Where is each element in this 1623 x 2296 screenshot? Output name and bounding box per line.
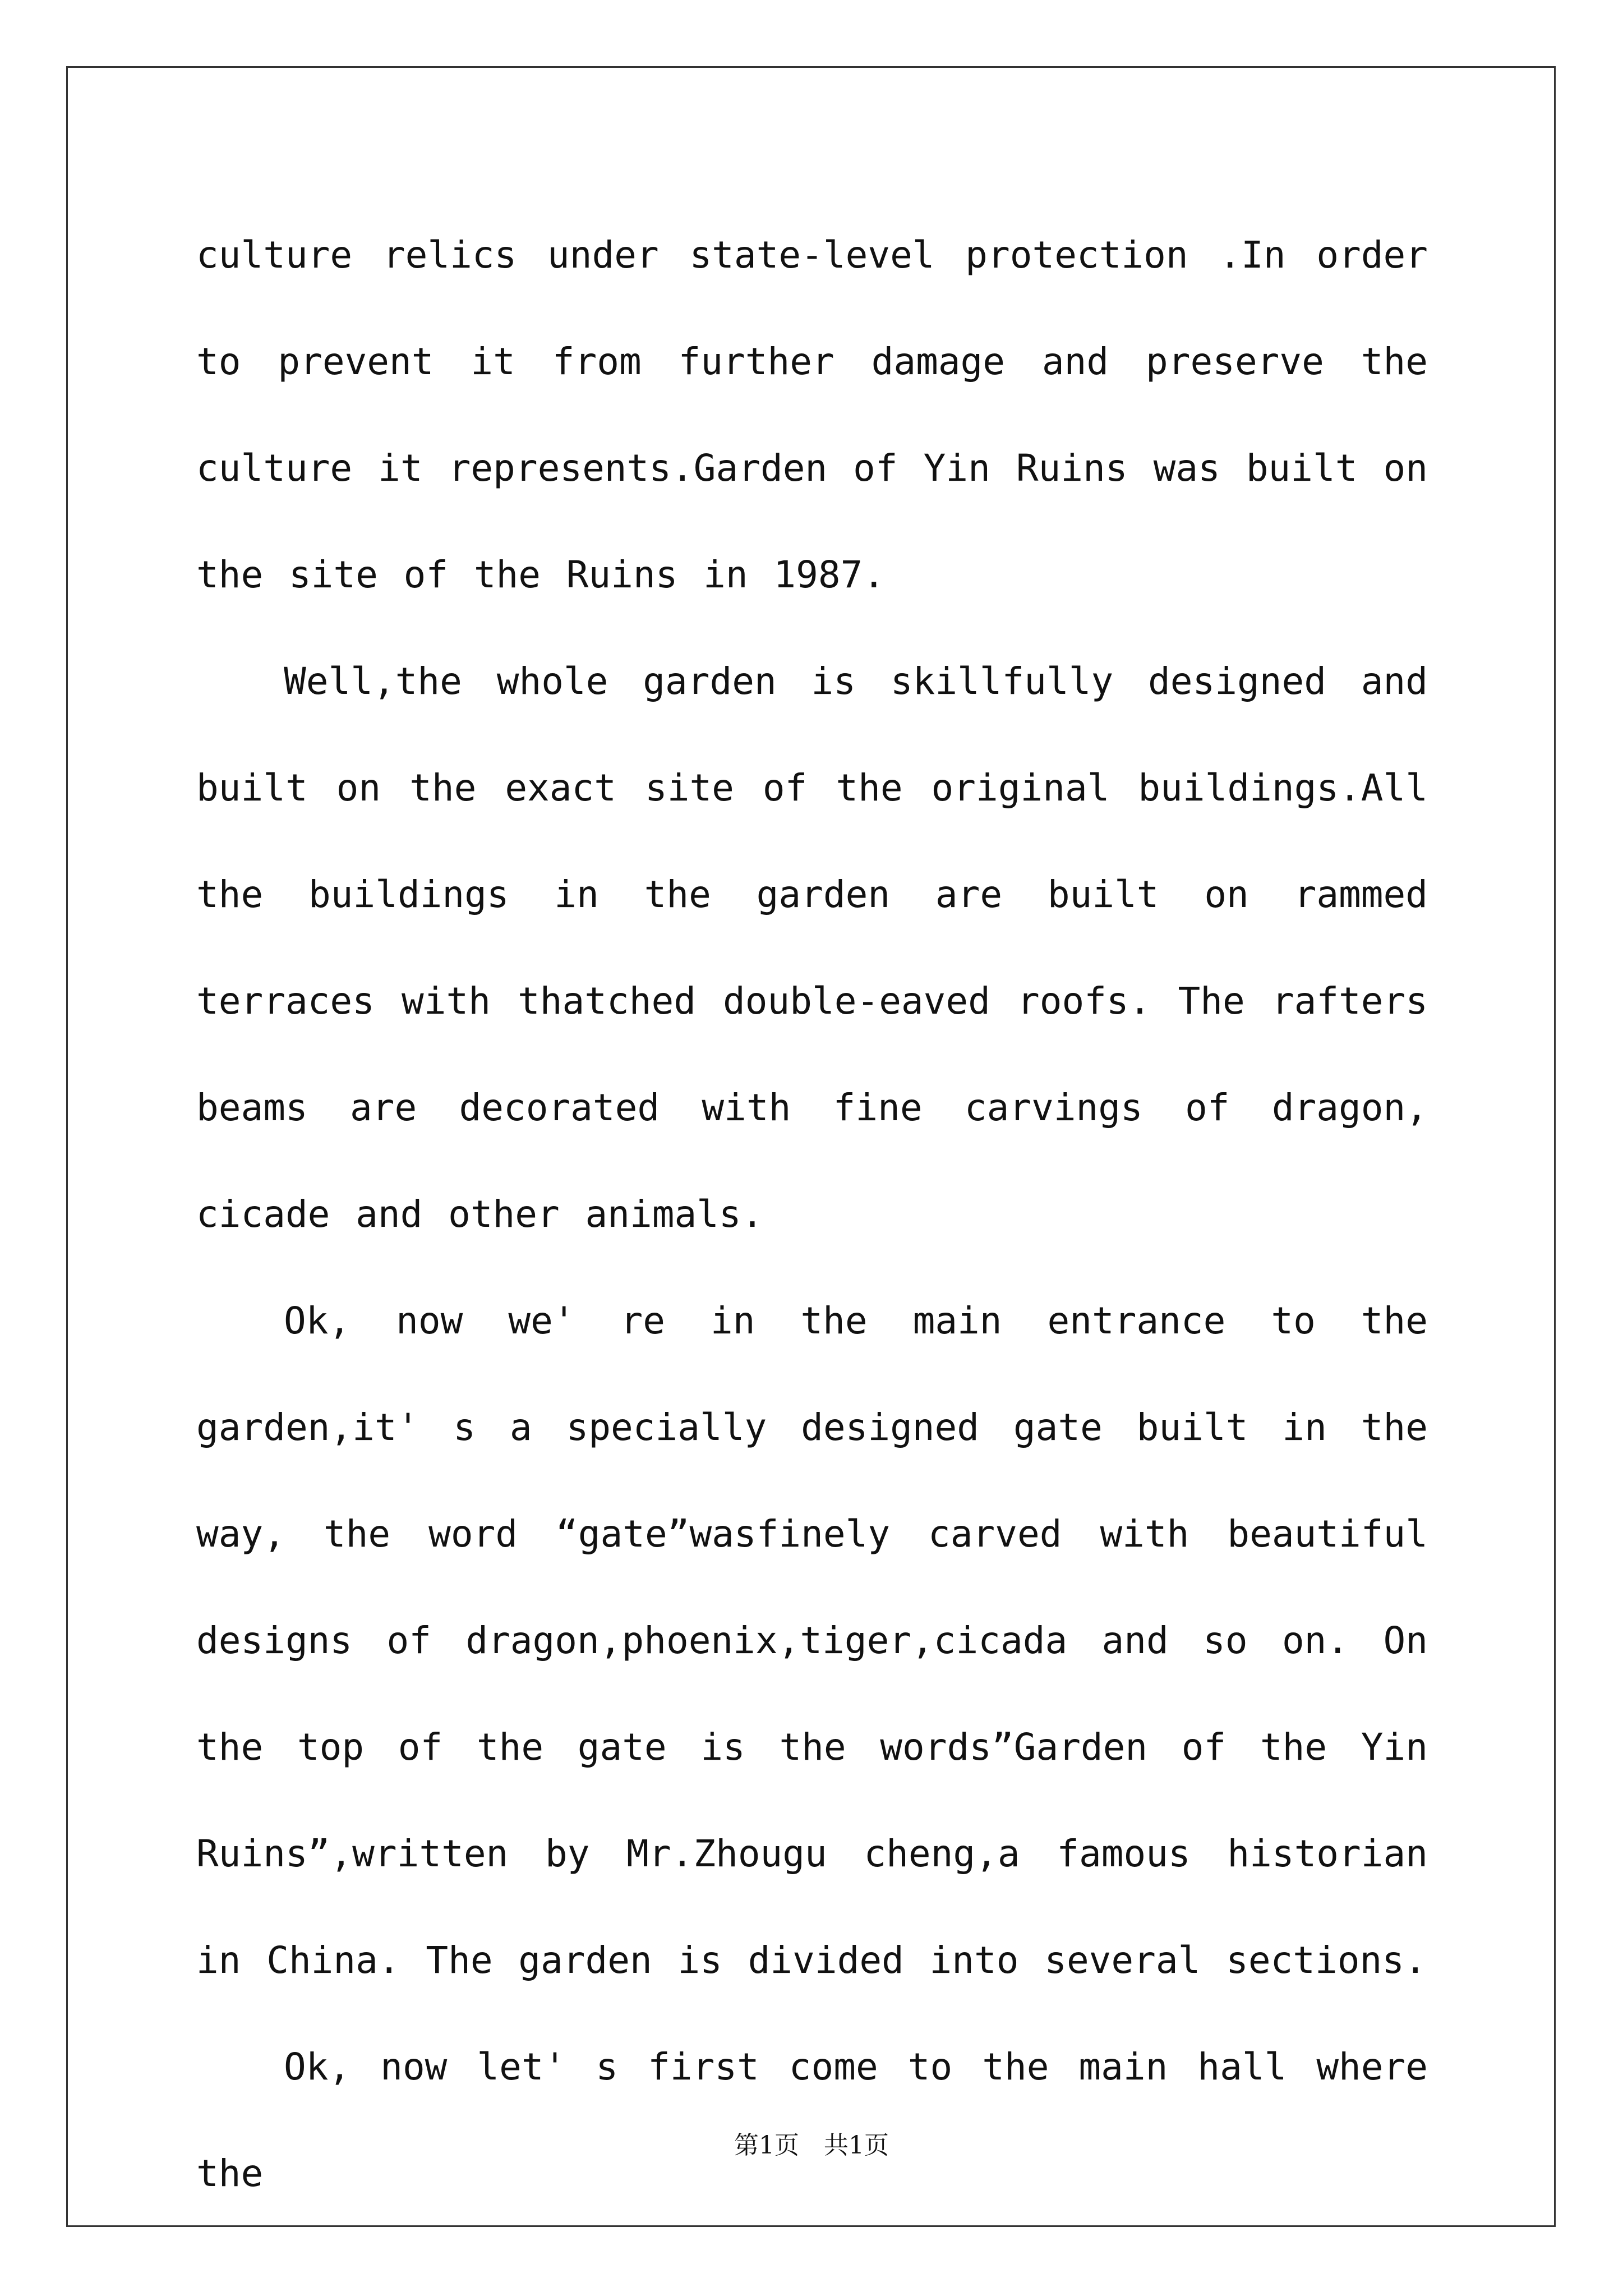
document-body xyxy=(196,202,1428,2227)
paragraph-3: Ok, now we' re in the main entrance to the garden,it' s a specially designed gate built in the way, the word “gate”wasfinely carved with beautiful designs of dragon,phoenix,tiger,cicada and so on. On the top of the gate is the words”Garden of the Yin Ruins”,written by Mr.Zhougu cheng,a famous historian in China. The garden is divided into several sections. xyxy=(196,1299,1428,1982)
page-number-label: 第1页 共1页 xyxy=(734,2131,889,2160)
paragraph-1: culture relics under state-level protection .In order to prevent it from further damage and preserve the culture it represents.Garden of Yin Ruins was built on the site of the Ruins in 1987. xyxy=(196,233,1428,596)
paragraph-4: Ok, now let' s first come to the main hall where the xyxy=(196,2045,1428,2195)
paragraph-2: Well,the whole garden is skillfully designed and built on the exact site of the original buildings.All the buildings in the garden are built on rammed terraces with thatched double-eaved roofs. The rafters beams are decorated with fine carvings of dragon, cicade and other animals. xyxy=(196,660,1428,1236)
page-footer xyxy=(0,2125,1623,2161)
